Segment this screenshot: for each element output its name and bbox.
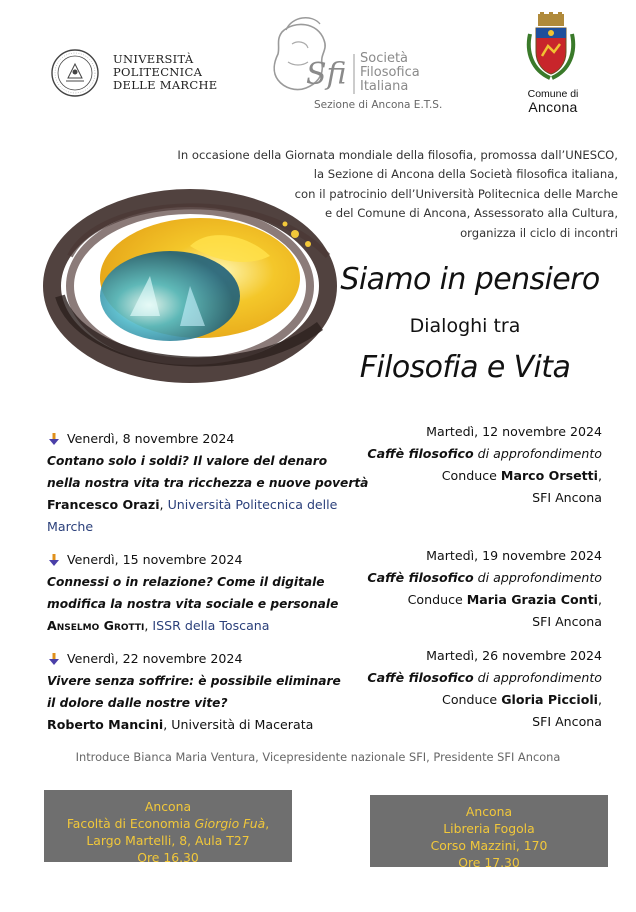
cafe-org: SFI Ancona — [532, 714, 602, 729]
univpm-seal-logo — [50, 48, 100, 98]
cafe-1: Martedì, 12 novembre 2024 Caffè filosofico di approfondimento Conduce Marco Orsetti, SFI Ancona — [367, 421, 602, 509]
cafe-org: SFI Ancona — [532, 490, 602, 505]
intro-line: organizza il ciclo di incontri — [460, 225, 618, 240]
event-date: Venerdì, 15 novembre 2024 — [67, 552, 243, 567]
event-question: modifica la nostra vita sociale e personale — [47, 597, 339, 611]
event-speaker: Roberto Mancini — [47, 717, 164, 732]
event-speaker: Francesco Orazi — [47, 497, 160, 512]
event-date: Venerdì, 22 novembre 2024 — [67, 651, 243, 666]
event-date-row — [47, 549, 338, 571]
cafe-lead: Conduce — [441, 468, 497, 483]
event-affiliation: Università di Macerata — [171, 717, 314, 732]
venue-time: Ore 17.30 — [458, 855, 520, 870]
venue-box-1 — [44, 790, 292, 865]
univpm-line-2: POLITECNICA — [113, 65, 203, 79]
venue-address: Largo Martelli, 8, Aula T27 — [86, 833, 250, 848]
cafe-desc: di approfondimento — [477, 570, 602, 585]
event-2: Venerdì, 15 novembre 2024 Connessi o in relazione? Come il digitale modifica la nostra vita sociale e personale Anselmo Grotti, ISSR della Toscana — [47, 549, 338, 637]
event-speaker: Anselmo Grotti — [47, 618, 145, 633]
event-question: nella nostra vita tra ricchezza e nuove povertà — [47, 476, 369, 490]
cafe-2: Martedì, 19 novembre 2024 Caffè filosofico di approfondimento Conduce Maria Grazia Conti, SFI Ancona — [367, 545, 602, 633]
event-1: Venerdì, 8 novembre 2024 Contano solo i soldi? Il valore del denaro nella nostra vita tra ricchezza e nuove povertà Francesco Orazi, Università Politecnica delle Marche — [47, 428, 368, 538]
arrow-down-icon — [47, 432, 61, 446]
painting-illustration — [40, 186, 340, 386]
arrow-down-icon — [47, 553, 61, 567]
event-affiliation: Marche — [47, 519, 94, 534]
cafe-label: Caffè filosofico — [367, 446, 474, 461]
intro-line: In occasione della Giornata mondiale della filosofia, promossa dall’UNESCO, — [177, 148, 618, 162]
event-date: Venerdì, 8 novembre 2024 — [67, 431, 235, 446]
venue-address: Corso Mazzini, 170 — [430, 838, 548, 853]
venue-city: Ancona — [144, 799, 192, 814]
sfi-mark: Sfi — [306, 57, 347, 92]
cafe-label: Caffè filosofico — [367, 670, 474, 685]
venue-city: Ancona — [465, 804, 513, 819]
venue-box-2 — [370, 795, 608, 870]
event-date-row — [47, 648, 341, 670]
cafe-lead: Conduce — [442, 692, 498, 707]
cafe-host: Marco Orsetti — [500, 468, 598, 483]
event-date-row — [47, 428, 368, 450]
event-question: Vivere senza soffrire: è possibile eliminare — [47, 674, 341, 688]
cafe-host: Gloria Piccioli — [501, 692, 598, 707]
event-3: Venerdì, 22 novembre 2024 Vivere senza soffrire: è possibile eliminare il dolore dalle nostre vite? Roberto Mancini, Università di Macerata — [47, 648, 341, 736]
venue-place: Libreria Fogola — [443, 821, 535, 836]
venue-place: Facoltà di Economia — [66, 816, 191, 831]
cafe-date: Martedì, 12 novembre 2024 — [426, 424, 602, 439]
arrow-down-icon — [47, 652, 61, 666]
cafe-host: Maria Grazia Conti — [466, 592, 598, 607]
ancona-coat-of-arms — [524, 12, 578, 84]
univpm-name — [113, 53, 218, 92]
intro-line: con il patrocinio dell’Università Politecnica delle Marche — [294, 186, 618, 201]
sfi-section: Sezione di Ancona E.T.S. — [314, 99, 443, 111]
cafe-3: Martedì, 26 novembre 2024 Caffè filosofico di approfondimento Conduce Gloria Piccioli, SFI Ancona — [367, 645, 602, 733]
sfi-logo — [262, 14, 450, 114]
intro-line: la Sezione di Ancona della Società filosofica italiana, — [313, 167, 618, 182]
venue-place-name: Giorgio Fuà — [194, 816, 266, 831]
cafe-org: SFI Ancona — [532, 614, 602, 629]
cafe-date: Martedì, 19 novembre 2024 — [426, 548, 602, 563]
subtitle: Dialoghi tra — [409, 315, 521, 337]
intro-line: e del Comune di Ancona, Assessorato alla Cultura, — [324, 206, 618, 221]
venue-place-suffix: , — [265, 816, 270, 831]
event-question: Connessi o in relazione? Come il digitale — [47, 575, 325, 589]
cafe-lead: Conduce — [407, 592, 463, 607]
cafe-desc: di approfondimento — [477, 670, 602, 685]
sfi-name-3: Italiana — [360, 79, 409, 94]
cafe-label: Caffè filosofico — [367, 570, 474, 585]
venue-time: Ore 16.30 — [137, 850, 199, 865]
main-title-2: Filosofia e Vita — [359, 350, 571, 385]
event-affiliation: Università Politecnica delle — [167, 497, 338, 512]
event-question: il dolore dalle nostre vite? — [47, 696, 228, 710]
comune-line-2: Ancona — [528, 99, 578, 115]
event-question: Contano solo i soldi? Il valore del denaro — [47, 454, 328, 468]
univpm-line-3: DELLE MARCHE — [113, 78, 218, 92]
comune-label — [516, 88, 590, 115]
comune-line-1: Comune di — [527, 88, 579, 100]
event-affiliation: ISSR della Toscana — [152, 618, 270, 633]
cafe-desc: di approfondimento — [477, 446, 602, 461]
univpm-line-1: UNIVERSITÀ — [113, 52, 194, 66]
cafe-date: Martedì, 26 novembre 2024 — [426, 648, 602, 663]
main-title: Siamo in pensiero — [340, 262, 600, 297]
introduced-by: Introduce Bianca Maria Ventura, Vicepresidente nazionale SFI, Presidente SFI Ancona — [75, 750, 561, 764]
sfi-name-1: Società — [360, 51, 409, 66]
sfi-name-2: Filosofica — [360, 65, 420, 80]
